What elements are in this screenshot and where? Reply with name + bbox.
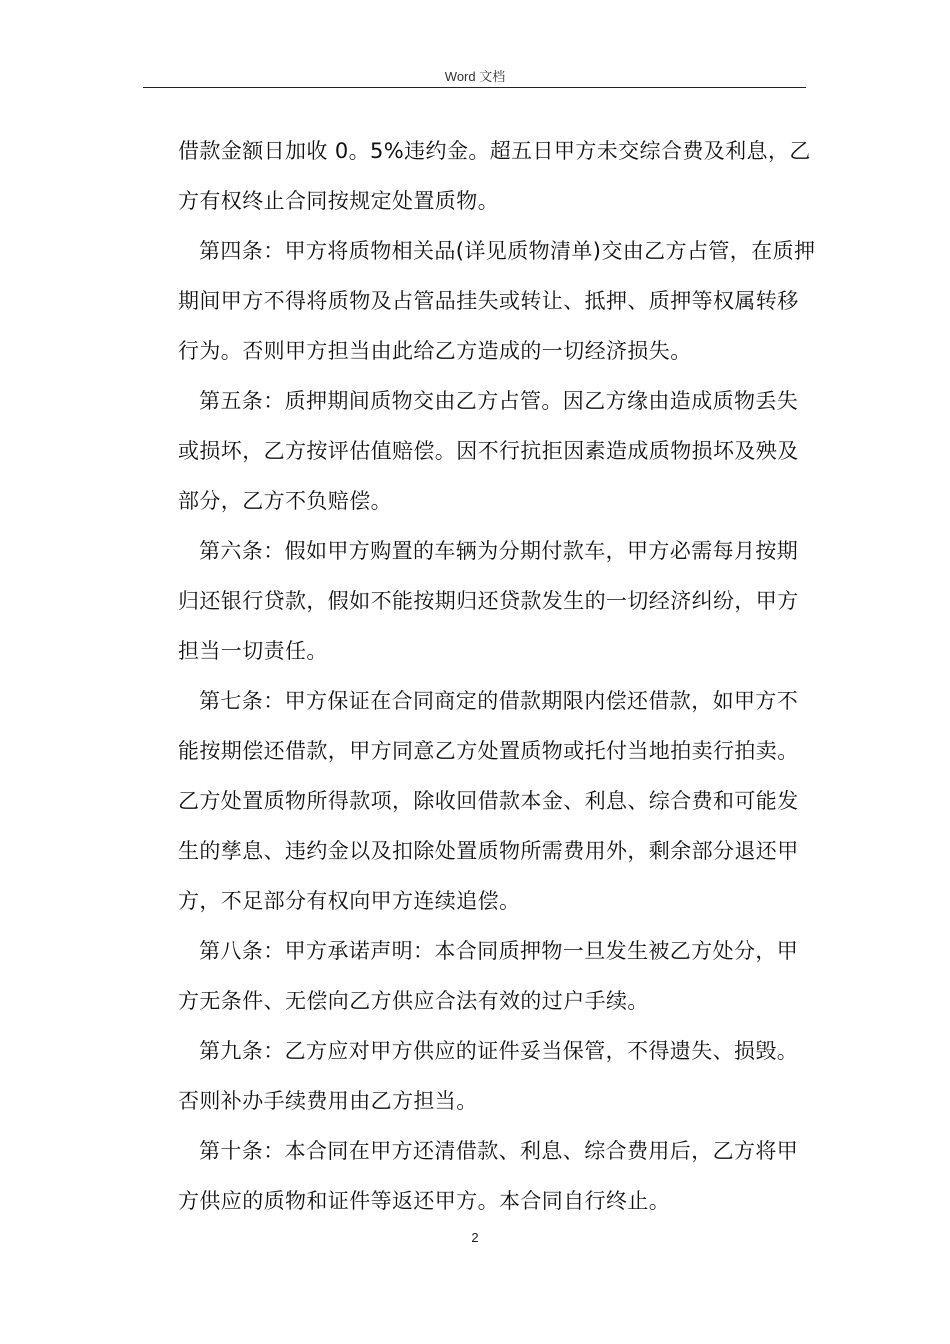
paragraph-continuation: 借款金额日加收 0。5%违约金。超五日甲方未交综合费及利息，乙方有权终止合同按规定处置质物。 [178,139,811,213]
paragraph-article-7: 第七条：甲方保证在合同商定的借款期限内偿还借款，如甲方不能按期偿还借款，甲方同意乙方处置质物或托付当地拍卖行拍卖。乙方处置质物所得款项，除收回借款本金、利息、综合费和可能发生的孳息、违约金以及扣除处置质物所需费用外，剩余部分退还甲方，不足部分有权向甲方连续追偿。 [178,689,799,913]
paragraph-article-6: 第六条：假如甲方购置的车辆为分期付款车，甲方必需每月按期归还银行贷款，假如不能按期归还贷款发生的一切经济纠纷，甲方担当一切责任。 [178,539,799,663]
paragraph-article-8: 第八条：甲方承诺声明：本合同质押物一旦发生被乙方处分，甲方无条件、无偿向乙方供应合法有效的过户手续。 [178,939,799,1013]
paragraph-article-10: 第十条：本合同在甲方还清借款、利息、综合费用后，乙方将甲方供应的质物和证件等返还甲方。本合同自行终止。 [178,1139,799,1213]
paragraph-article-4: 第四条：甲方将质物相关品(详见质物清单)交由乙方占管，在质押期间甲方不得将质物及占管品挂失或转让、抵押、质押等权属转移行为。否则甲方担当由此给乙方造成的一切经济损失。 [178,239,816,363]
paragraph-article-5: 第五条：质押期间质物交由乙方占管。因乙方缘由造成质物丢失或损坏，乙方按评估值赔偿。因不行抗拒因素造成质物损坏及殃及部分，乙方不负赔偿。 [178,389,799,513]
page-number: 2 [471,1230,479,1245]
document-body [178,126,818,1226]
header-divider [143,87,806,88]
page-header-title: Word 文档 [444,69,506,84]
paragraph-article-9: 第九条：乙方应对甲方供应的证件妥当保管，不得遗失、损毁。否则补办手续费用由乙方担当。 [178,1039,799,1113]
